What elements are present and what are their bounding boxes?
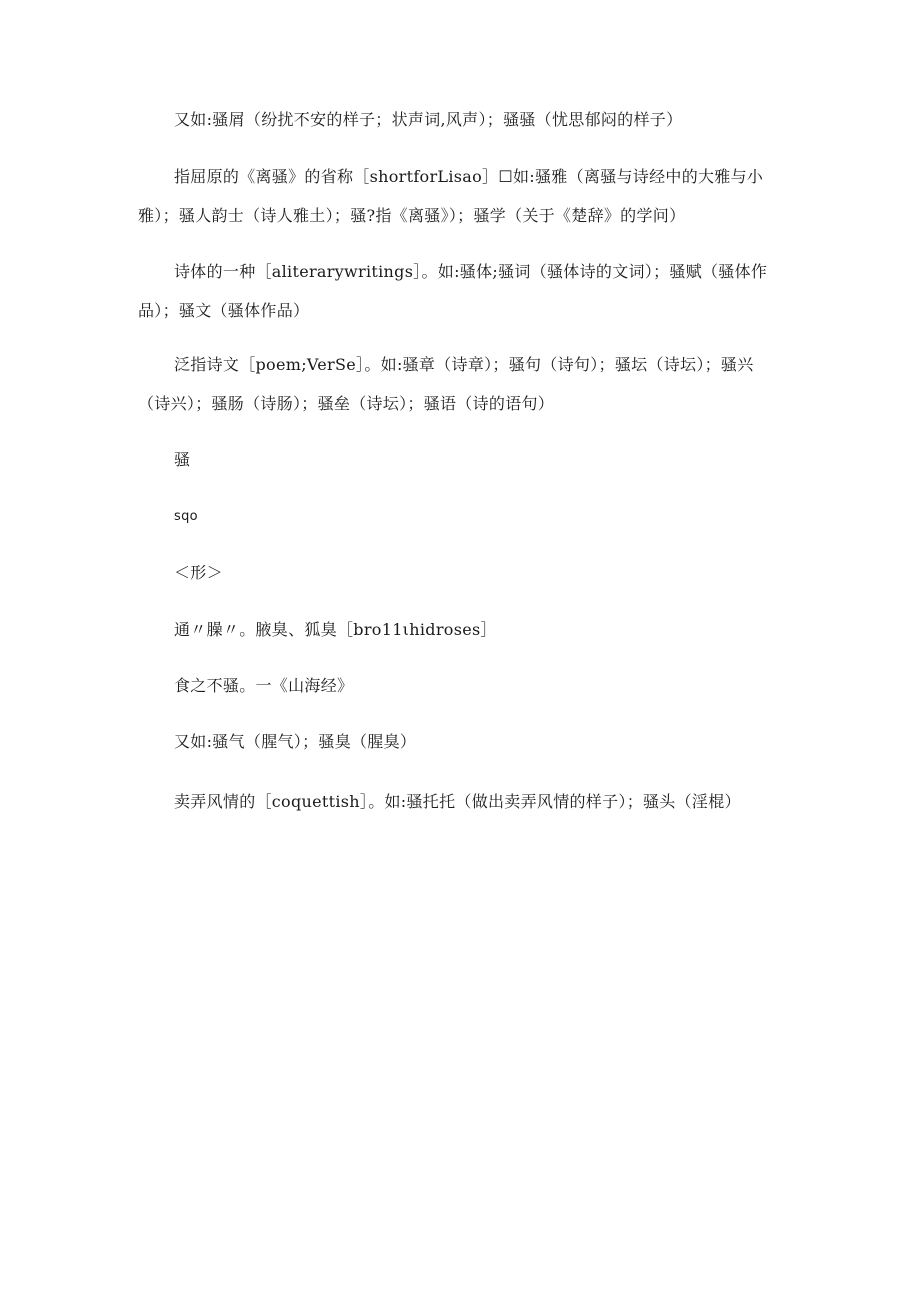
pinyin-line: sqo — [174, 509, 198, 524]
paragraph-saoxie: 又如:骚屑（纷扰不安的样子；状声词,风声）；骚骚（忧思郁闷的样子） — [174, 110, 683, 129]
paragraph-coquettish: 卖弄风情的［coquettish］。如:骚托托（做出卖弄风情的样子）；骚头（淫棍） — [174, 792, 741, 811]
paragraph-sao-odor: 通〃臊〃。腋臭、狐臭［bro11ιhidroses］ — [174, 620, 497, 639]
paragraph-lisao: 指屈原的《离骚》的省称［shortforLisao］☐如:骚雅（离骚与诗经中的大雅与小雅）；骚人韵士（诗人雅土）；骚?指《离骚》）；骚学（关于《楚辞》的学问） — [138, 167, 764, 225]
paragraph-saoqi: 又如:骚气（腥气）；骚臭（腥臭） — [174, 732, 417, 751]
paragraph-quote: 食之不骚。一《山海经》 — [174, 676, 354, 695]
paragraph-shiti: 诗体的一种［aliterarywritings］。如:骚体;骚词（骚体诗的文词）；骚赋（骚体作品）；骚文（骚体作品） — [138, 262, 768, 320]
part-of-speech: ＜形＞ — [174, 563, 223, 582]
paragraph-shiwen: 泛指诗文［poem;VerSe］。如:骚章（诗章）；骚句（诗句）；骚坛（诗坛）；骚兴（诗兴）；骚肠（诗肠）；骚垒（诗坛）；骚语（诗的语句） — [138, 355, 754, 413]
heading-sao: 骚 — [174, 450, 191, 469]
